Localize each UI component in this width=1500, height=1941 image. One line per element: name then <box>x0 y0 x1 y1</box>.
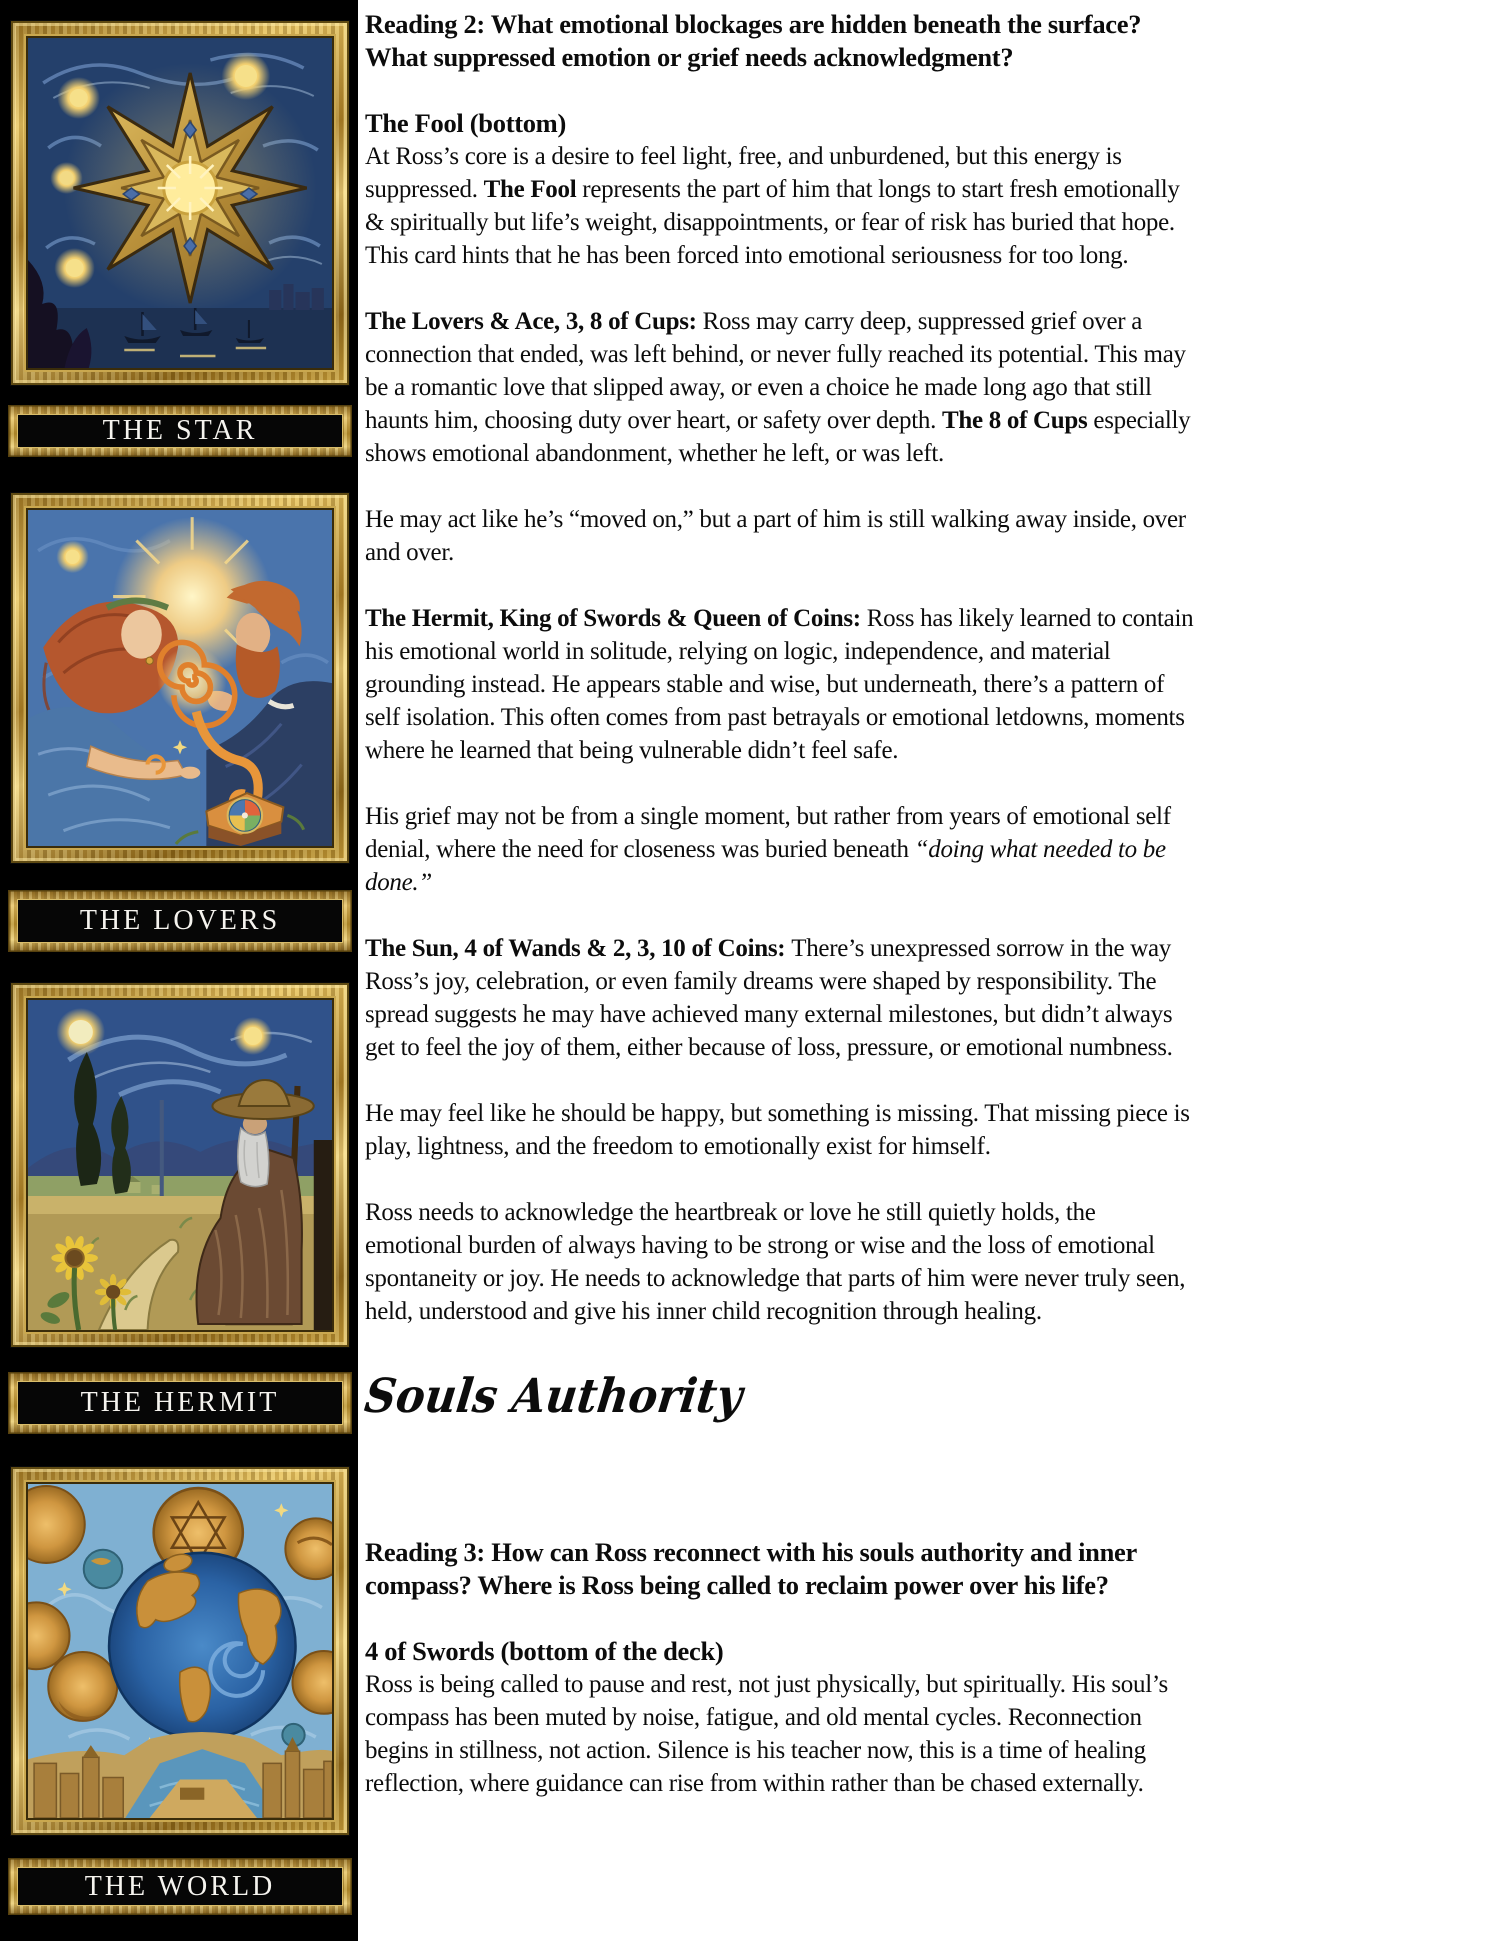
reading3-text <box>365 1536 1195 1833</box>
paragraph-heading: The Fool (bottom) <box>365 108 566 138</box>
lovers-card-art <box>28 510 332 846</box>
paragraph-body: He may act like he’s “moved on,” but a part of him is still walking away inside, over and over. <box>365 506 1186 566</box>
card-the-star <box>11 21 349 385</box>
paragraph-body: At Ross’s core is a desire to feel light, free, and unburdened, but this energy is suppressed. The Fool represents the part of him that longs to start fresh emotionally & spiritually but life’s weight, disappointments, or fear of risk has buried that hope. This card hints that he has been forced into emotional seriousness for too long. <box>365 143 1180 269</box>
card-label-text: THE HERMIT <box>80 1387 280 1418</box>
reading3-blocks <box>365 1536 1195 1800</box>
star-card-art <box>28 38 332 368</box>
paragraph-body: The Lovers & Ace, 3, 8 of Cups: Ross may carry deep, suppressed grief over a connection that ended, was left behind, or never fully reached its potential. This may be a romantic love that slipped away, or even a choice he made long ago that still haunts him, choosing duty over heart, or safety over depth. The 8 of Cups especially shows emotional abandonment, whether he left, or was left. <box>365 308 1191 467</box>
reading2-text <box>361 8 1195 1428</box>
card-label-text: THE STAR <box>102 415 258 446</box>
paragraph-body: He may feel like he should be happy, but something is missing. That missing piece is play, lightness, and the freedom to emotionally exist for himself. <box>365 1100 1190 1160</box>
card-label-text: THE LOVERS <box>79 905 281 936</box>
card-label-the-world <box>8 1858 352 1915</box>
paragraph-body: Ross needs to acknowledge the heartbreak or love he still quietly holds, the emotional burden of always having to be strong or wise and the loss of emotional spontaneity or joy. He needs to acknowledge that parts of him were never truly seen, held, understood and give his inner child recognition through healing. <box>365 1199 1186 1325</box>
card-the-hermit <box>11 983 349 1347</box>
card-label-the-lovers <box>8 890 352 952</box>
world-card-art <box>28 1484 332 1818</box>
paragraph-body: The Hermit, King of Swords & Queen of Coins: Ross has likely learned to contain his emotional world in solitude, relying on logic, independence, and material grounding instead. He appears stable and wise, but underneath, there’s a pattern of self isolation. This often comes from past betrayals or emotional letdowns, moments where he learned that being vulnerable didn’t feel safe. <box>365 605 1194 764</box>
paragraph-heading: Reading 3: How can Ross reconnect with his souls authority and inner compass? Where is Ross being called to reclaim power over his life? <box>365 1537 1137 1600</box>
paragraph-body: His grief may not be from a single moment, but rather from years of emotional self denial, where the need for closeness was buried beneath “doing what needed to be done.” <box>365 803 1171 896</box>
hermit-card-art <box>28 1000 332 1330</box>
card-the-lovers <box>11 493 349 863</box>
card-label-text: THE WORLD <box>84 1870 276 1902</box>
reading2-blocks <box>365 8 1195 1328</box>
paragraph-heading: Reading 2: What emotional blockages are hidden beneath the surface? What suppressed emotion or grief needs acknowledgment? <box>365 9 1142 72</box>
sidebar <box>0 0 358 1941</box>
paragraph-body: Ross is being called to pause and rest, not just physically, but spiritually. His soul’s compass has been muted by noise, fatigue, and old mental cycles. Reconnection begins in stillness, not action. Silence is his teacher now, this is a time of healing reflection, where guidance can rise from within rather than be chased externally. <box>365 1671 1168 1797</box>
card-the-world <box>11 1467 349 1835</box>
souls-authority-heading: Souls Authority <box>361 1369 746 1424</box>
paragraph-heading: 4 of Swords (bottom of the deck) <box>365 1636 724 1666</box>
paragraph-body: The Sun, 4 of Wands & 2, 3, 10 of Coins: There’s unexpressed sorrow in the way Ross’s joy, celebration, or even family dreams were shaped by responsibility. The spread suggests he may have achieved many external milestones, but didn’t always get to feel the joy of them, either because of loss, pressure, or emotional numbness. <box>365 935 1173 1061</box>
card-label-the-hermit <box>8 1372 352 1434</box>
card-label-the-star <box>8 405 352 457</box>
